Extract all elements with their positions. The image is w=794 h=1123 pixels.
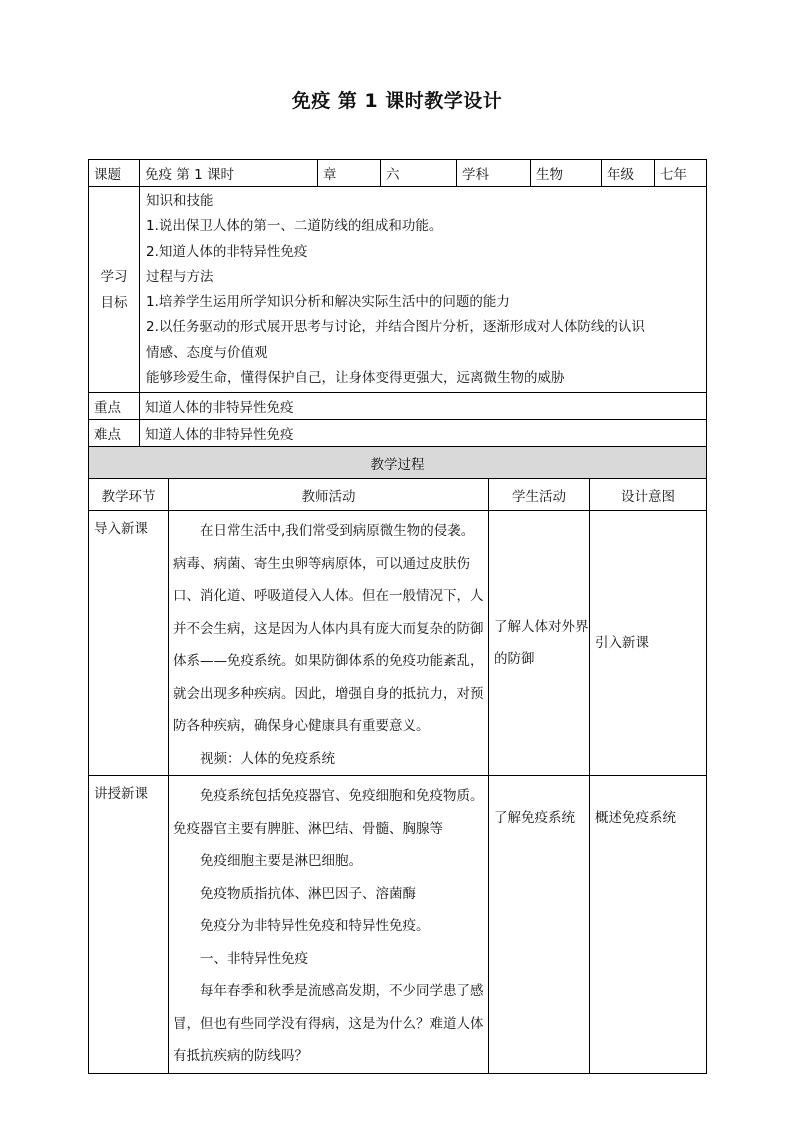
difficulty-value: 知道人体的非特异性免疫: [140, 420, 707, 447]
goals-label-line2: 目标: [100, 294, 128, 311]
goal-line: 2.以任务驱动的形式展开思考与讨论，并结合图片分析，逐渐形成对人体防线的认识: [146, 319, 645, 336]
topic-label: 课题: [89, 160, 140, 187]
goal-line: 情感、态度与价值观: [146, 344, 268, 361]
key-point-row: [89, 393, 707, 420]
goal-line: 知识和技能: [146, 193, 214, 209]
goals-row: [89, 187, 707, 393]
key-point-value: 知道人体的非特异性免疫: [140, 393, 707, 420]
grade-value: 七年: [655, 160, 707, 187]
teacher-paragraph: 免疫分为非特异性免疫和特异性免疫。: [200, 918, 430, 934]
student-activity-cell: 了解免疫系统: [489, 776, 590, 1074]
col-header-intent: 设计意图: [590, 479, 707, 511]
chapter-label: 章: [318, 160, 381, 187]
goal-line: 1.培养学生运用所学知识分析和解决实际生活中的问题的能力: [146, 294, 510, 311]
topic-value: 免疫 第 1 课时: [140, 160, 318, 187]
process-header: 教学过程: [89, 447, 707, 479]
info-table: [88, 159, 707, 447]
difficulty-row: [89, 420, 707, 447]
intent-cell: 概述免疫系统: [590, 776, 707, 1074]
teacher-paragraph: 免疫细胞主要是淋巴细胞。: [200, 853, 362, 869]
teacher-paragraph: 免疫器官主要有脾脏、淋巴结、骨髓、胸腺等: [173, 820, 443, 837]
difficulty-label: 难点: [89, 420, 140, 447]
goals-label: [89, 187, 140, 393]
teacher-paragraph: 视频：人体的免疫系统: [200, 750, 335, 767]
column-header-row: [89, 479, 707, 511]
process-table: [88, 446, 707, 1074]
goal-line: 能够珍爱生命，懂得保护自己，让身体变得更强大，远离微生物的威胁: [146, 370, 565, 387]
student-activity-cell: 了解人体对外界的防御: [489, 511, 590, 776]
teacher-paragraph: 一、非特异性免疫: [200, 950, 308, 967]
col-header-teacher: 教师活动: [169, 479, 489, 511]
chapter-value: 六: [381, 160, 457, 187]
stage-cell: 导入新课: [89, 511, 169, 776]
table-row: [89, 776, 707, 1074]
teacher-activity-cell: [169, 776, 489, 1074]
info-row: [89, 160, 707, 187]
teacher-activity-cell: [169, 511, 489, 776]
subject-label: 学科: [457, 160, 531, 187]
goals-content: [140, 187, 707, 393]
teacher-paragraph: 每年春季和秋季是流感高发期，不少同学患了感冒，但也有些同学没有得病，这是为什么？难道人体有抵抗疾病的防线吗？: [173, 983, 484, 1064]
subject-value: 生物: [531, 160, 602, 187]
goal-line: 2.知道人体的非特异性免疫: [146, 243, 308, 260]
grade-label: 年级: [602, 160, 655, 187]
stage-cell: 讲授新课: [89, 776, 169, 1074]
process-header-row: [89, 447, 707, 479]
goal-line: 1.说出保卫人体的第一、二道防线的组成和功能。: [146, 218, 443, 235]
goal-line: 过程与方法: [146, 268, 214, 285]
teacher-paragraph: 免疫物质指抗体、淋巴因子、溶菌酶: [200, 885, 416, 902]
key-point-label: 重点: [89, 393, 140, 420]
table-row: [89, 511, 707, 776]
intent-cell: 引入新课: [590, 511, 707, 776]
page-title: 免疫 第 1 课时教学设计: [291, 90, 503, 112]
teacher-paragraph: 在日常生活中,我们常受到病原微生物的侵袭。病毒、病菌、寄生虫卵等病原体，可以通过皮肤伤口、消化道、呼吸道侵入人体。但在一般情况下，人并不会生病，这是因为人体内具有庞大而复杂的防御体系——免疫系统。如果防御体系的免疫功能紊乱，就会出现多种疾病。因此，增强自身的抵抗力，对预防各种疾病，确保身心健康具有重要意义。: [173, 523, 484, 734]
col-header-stage: 教学环节: [89, 479, 169, 511]
goals-label-line1: 学习: [100, 268, 128, 285]
teacher-paragraph: 免疫系统包括免疫器官、免疫细胞和免疫物质。: [200, 788, 484, 804]
col-header-student: 学生活动: [489, 479, 590, 511]
